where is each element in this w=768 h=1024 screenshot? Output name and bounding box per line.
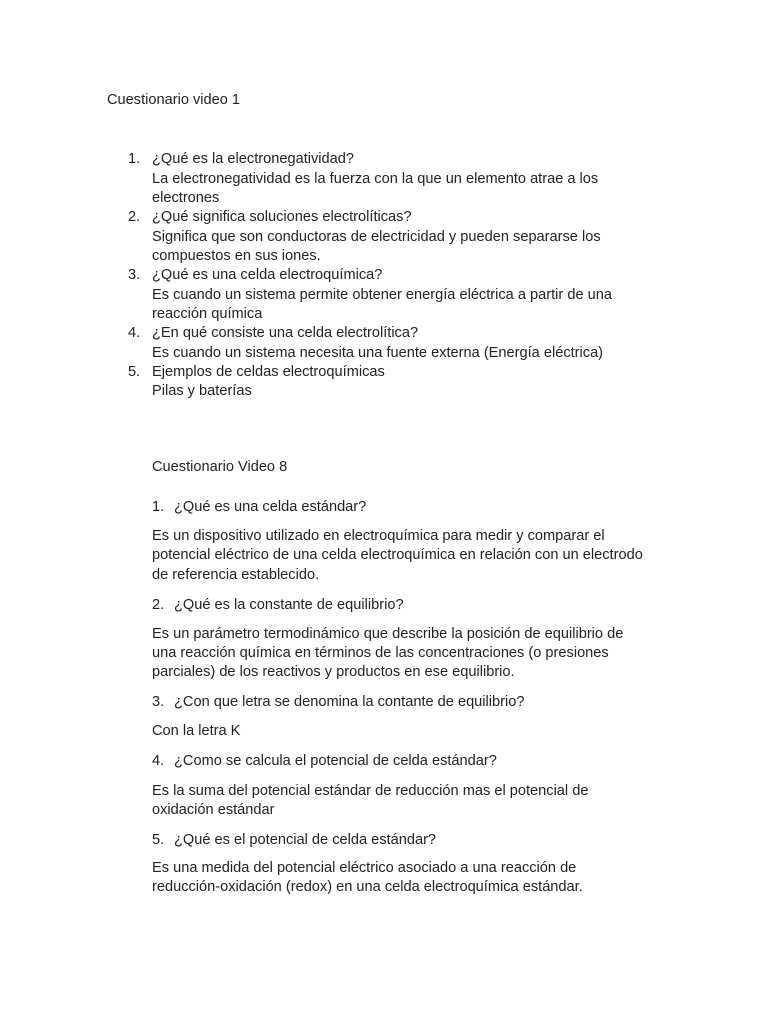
list2-answer-line: Es un dispositivo utilizado en electroquímica para medir y comparar el bbox=[152, 528, 605, 544]
section-title-video-8: Cuestionario Video 8 bbox=[152, 459, 288, 475]
list1-question: ¿Qué es la electronegatividad? bbox=[152, 151, 355, 167]
list2-answer-line: reducción-oxidación (redox) en una celda electroquímica estándar. bbox=[152, 879, 583, 895]
list2-answer-line: una reacción química en términos de las concentraciones (o presiones bbox=[152, 645, 609, 661]
list2-answer-line: potencial eléctrico de una celda electroquímica en relación con un electrodo bbox=[152, 547, 643, 563]
list2-answer-line: Es un parámetro termodinámico que describe la posición de equilibrio de bbox=[152, 626, 624, 642]
list1-number: 3. bbox=[128, 267, 141, 283]
list1-question: ¿Qué es una celda electroquímica? bbox=[152, 267, 383, 283]
list2-answer-line: Con la letra K bbox=[152, 723, 241, 739]
list2-question: ¿Con que letra se denomina la contante de equilibrio? bbox=[174, 694, 525, 710]
list2-number: 4. bbox=[152, 753, 165, 769]
list2-number: 2. bbox=[152, 597, 165, 613]
list1-answer-line: Pilas y baterías bbox=[152, 383, 252, 399]
list1-number: 4. bbox=[128, 325, 141, 341]
list2-answer-line: oxidación estándar bbox=[152, 802, 275, 818]
list2-number: 1. bbox=[152, 499, 165, 515]
list1-answer-line: La electronegatividad es la fuerza con la que un elemento atrae a los bbox=[152, 171, 599, 187]
list1-answer-line: Es cuando un sistema permite obtener energía eléctrica a partir de una bbox=[152, 287, 612, 303]
list1-number: 5. bbox=[128, 364, 141, 380]
list2-answer-line: Es la suma del potencial estándar de reducción mas el potencial de bbox=[152, 783, 589, 799]
list1-answer-line: electrones bbox=[152, 190, 220, 206]
list2-answer-line: parciales) de los reactivos y productos en ese equilibrio. bbox=[152, 664, 515, 680]
list1-question: Ejemplos de celdas electroquímicas bbox=[152, 364, 385, 380]
list2-question: ¿Qué es una celda estándar? bbox=[174, 499, 367, 515]
list2-question: ¿Qué es la constante de equilibrio? bbox=[174, 597, 404, 613]
list1-answer-line: Significa que son conductoras de electricidad y pueden separarse los bbox=[152, 229, 601, 245]
list2-answer-line: de referencia establecido. bbox=[152, 567, 320, 583]
list2-number: 3. bbox=[152, 694, 165, 710]
list2-answer-line: Es una medida del potencial eléctrico asociado a una reacción de bbox=[152, 860, 577, 876]
list1-answer-line: Es cuando un sistema necesita una fuente externa (Energía eléctrica) bbox=[152, 345, 604, 361]
list2-question: ¿Qué es el potencial de celda estándar? bbox=[174, 832, 437, 848]
list1-question: ¿En qué consiste una celda electrolítica? bbox=[152, 325, 419, 341]
list1-number: 1. bbox=[128, 151, 141, 167]
list1-question: ¿Qué significa soluciones electrolíticas? bbox=[152, 209, 412, 225]
list1-answer-line: reacción química bbox=[152, 306, 263, 322]
list1-number: 2. bbox=[128, 209, 141, 225]
list1-answer-line: compuestos en sus iones. bbox=[152, 248, 321, 264]
list2-number: 5. bbox=[152, 832, 165, 848]
section-title-video-1: Cuestionario video 1 bbox=[107, 92, 241, 108]
list2-question: ¿Como se calcula el potencial de celda estándar? bbox=[174, 753, 497, 769]
